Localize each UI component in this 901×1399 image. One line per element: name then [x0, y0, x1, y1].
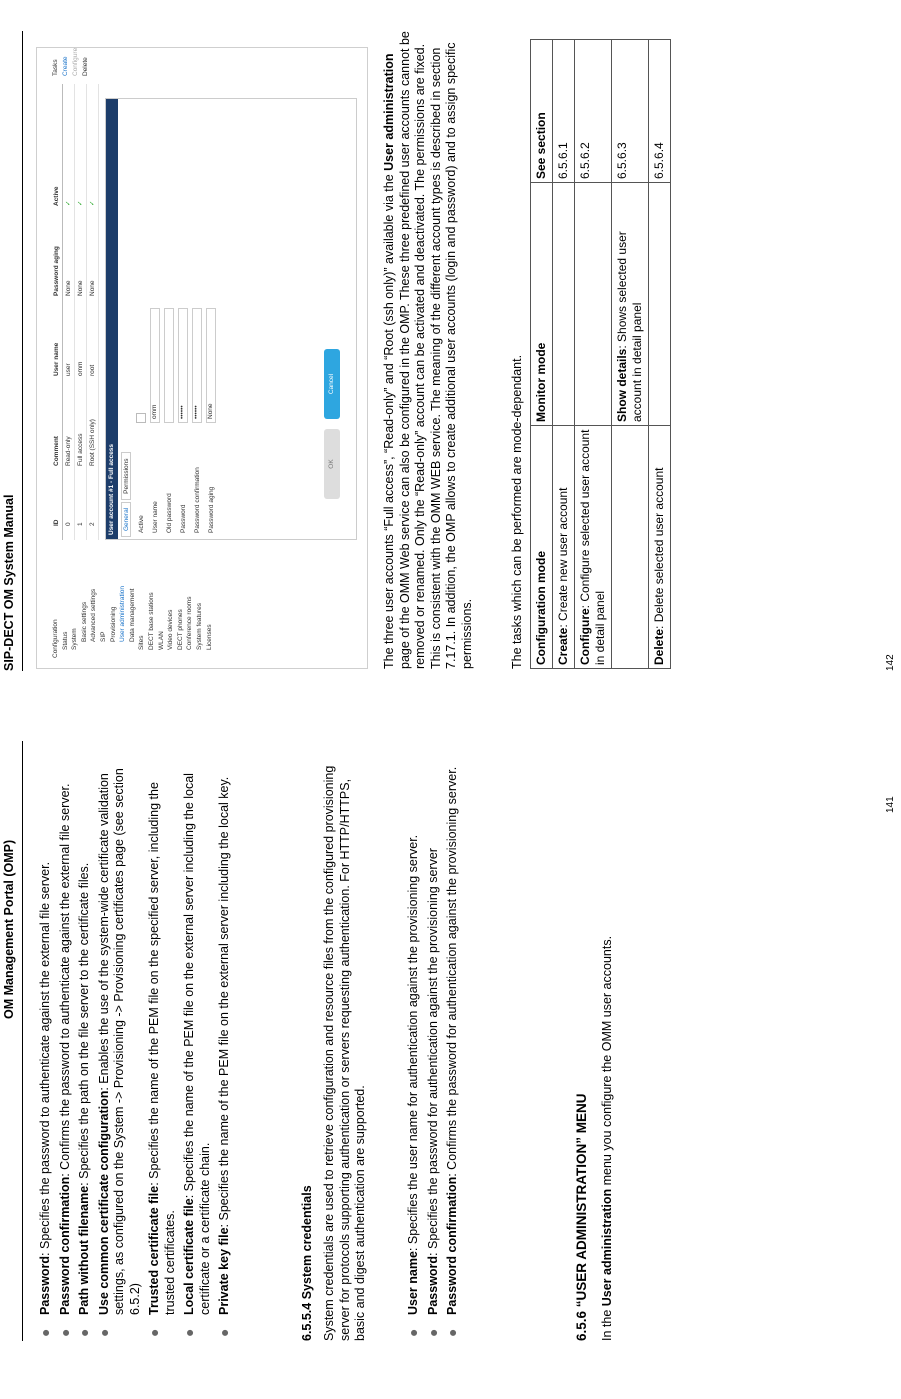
- field-input[interactable]: ••••••: [192, 308, 202, 423]
- bullet-text: : Specifies the name of the PEM file on the external server including the local key.: [217, 776, 231, 1228]
- bullet-icon: ●: [424, 1328, 441, 1337]
- bullet-icon: ●: [181, 1328, 197, 1337]
- nav-item[interactable]: Video devices: [167, 609, 175, 650]
- bullet-icon: ●: [405, 1328, 421, 1337]
- table-cell: Show details: Shows selected user account in detail panel: [612, 183, 649, 426]
- list-item: [406, 751, 422, 1341]
- table-cell: Read-only: [65, 436, 72, 466]
- table-cell: 1: [77, 522, 84, 526]
- form-row: [162, 99, 176, 539]
- bullet-list-credentials: [406, 751, 465, 1341]
- ok-button[interactable]: OK: [324, 429, 340, 499]
- column-header[interactable]: Active: [53, 186, 60, 206]
- omp-user-admin-screenshot: [36, 47, 368, 669]
- nav-item[interactable]: User administration: [119, 586, 127, 642]
- table-header-cell: Configuration mode: [531, 426, 553, 669]
- table-cell: 6.5.6.1: [553, 40, 575, 183]
- bullet-text: : Specifies the name of the PEM file on the external server including the local certificate or a certificate chain.: [182, 773, 212, 1315]
- table-cell: root: [89, 364, 96, 376]
- list-item: [217, 751, 233, 1341]
- task-panel: [51, 48, 91, 76]
- bullet-term: Password confirmation: [57, 1176, 72, 1315]
- table-cell: ✓: [65, 200, 72, 206]
- bullet-icon: ●: [444, 1328, 460, 1337]
- nav-item[interactable]: Provisioning: [109, 606, 117, 642]
- user-accounts-table: [51, 84, 99, 540]
- list-item: [58, 751, 74, 1341]
- table-cell: [553, 183, 575, 426]
- table-row: [649, 40, 671, 669]
- left-page: [0, 700, 901, 1399]
- list-item: [38, 751, 54, 1341]
- table-row: [575, 40, 612, 669]
- table-cell: 2: [89, 522, 96, 526]
- dialog-fields: [134, 99, 218, 539]
- nav-item[interactable]: Sites: [138, 635, 146, 650]
- nav-item[interactable]: Status: [61, 631, 69, 650]
- bullet-term: Password: [38, 1255, 52, 1315]
- nav-item[interactable]: Data management: [128, 588, 136, 642]
- table-cell: ✓: [77, 200, 84, 206]
- navigation-tree: [51, 548, 214, 658]
- page-header: SIP-DECT OM System Manual: [2, 494, 16, 671]
- bullet-term: Use common certificate configuration: [96, 1090, 111, 1315]
- bullet-term: Local certificate file: [182, 1198, 196, 1315]
- header-rule: [22, 741, 23, 1341]
- table-cell: Configure: Configure selected user account in detail panel: [575, 426, 612, 669]
- tasks-label: Tasks: [52, 59, 59, 76]
- nav-item[interactable]: Configuration: [52, 619, 59, 658]
- nav-item[interactable]: Conference rooms: [186, 596, 194, 650]
- column-header[interactable]: User name: [53, 342, 60, 376]
- bullet-term: Password: [425, 1255, 440, 1315]
- user-account-dialog: [105, 98, 357, 540]
- nav-item[interactable]: Advanced settings: [90, 588, 98, 642]
- table-cell: Full access: [77, 433, 84, 466]
- bullet-term: Private key file: [217, 1227, 231, 1315]
- bullet-text: : Confirms the password to authenticate against the external file server.: [57, 783, 72, 1177]
- list-item: [97, 751, 144, 1341]
- bullet-icon: ●: [76, 1328, 92, 1337]
- right-page: [0, 0, 901, 699]
- bullet-text: : Specifies the password for authentication against the provisioning server: [425, 848, 440, 1256]
- table-row[interactable]: [87, 84, 99, 540]
- form-row: [190, 99, 204, 539]
- menu-heading: 6.5.6 “USER ADMINISTRATION” MENU: [574, 1093, 589, 1341]
- header-rule: [22, 31, 23, 671]
- table-cell: None: [65, 280, 72, 296]
- table-cell: 0: [65, 522, 72, 526]
- menu-intro: In the User administration menu you configure the OMM user accounts.: [600, 935, 614, 1341]
- list-item: [445, 751, 461, 1341]
- cancel-button[interactable]: Cancel: [324, 349, 340, 419]
- bullet-term: User name: [406, 1251, 420, 1315]
- bullet-icon: ●: [37, 1328, 53, 1337]
- nav-item[interactable]: DECT base stations: [147, 592, 155, 650]
- table-cell: 6.5.6.3: [612, 40, 649, 183]
- bullet-term: Path without filename: [77, 1185, 91, 1315]
- field-input[interactable]: [164, 308, 174, 423]
- active-checkbox[interactable]: [136, 413, 146, 423]
- section-title: 6.5.5.4 System credentials: [300, 1185, 314, 1341]
- bullet-term: Password confirmation: [445, 1176, 459, 1315]
- table-cell: Root (SSH only): [89, 419, 96, 466]
- bullet-list-top: [38, 751, 237, 1341]
- bullet-icon: ●: [56, 1328, 73, 1337]
- table-cell: user: [65, 363, 72, 376]
- table-cell: [575, 183, 612, 426]
- bullet-icon: ●: [146, 1328, 162, 1337]
- task-link[interactable]: Create: [62, 56, 69, 76]
- table-header-cell: Monitor mode: [531, 183, 553, 426]
- form-row: [204, 99, 218, 539]
- field-label: Active: [137, 515, 145, 533]
- list-item: [182, 751, 213, 1341]
- table-cell: None: [77, 280, 84, 296]
- bullet-text: : Specifies the user name for authentication against the provisioning server.: [406, 834, 420, 1252]
- bullet-text: : Confirms the password for authentication against the provisioning server.: [445, 766, 459, 1177]
- page-number: 142: [885, 654, 896, 671]
- table-row: [553, 40, 575, 669]
- field-input[interactable]: omm: [150, 308, 160, 423]
- table-row[interactable]: [75, 84, 87, 540]
- list-item: [147, 751, 178, 1341]
- column-header[interactable]: ID: [53, 519, 60, 526]
- table-row[interactable]: [63, 84, 75, 540]
- table-cell: [612, 426, 649, 669]
- field-label: Password aging: [207, 486, 215, 533]
- field-input[interactable]: None: [206, 308, 216, 423]
- table-cell: Delete: Delete selected user account: [649, 426, 671, 669]
- dialog-tabs: [121, 101, 131, 537]
- field-label: Password confirmation: [193, 467, 201, 533]
- form-row: [148, 99, 162, 539]
- table-cell: omm: [77, 361, 84, 376]
- task-link[interactable]: Configure: [72, 47, 79, 76]
- bullet-text: : Specifies the password to authenticate against the external file server.: [38, 861, 52, 1256]
- form-row: [134, 99, 148, 539]
- task-link[interactable]: Delete: [82, 57, 89, 76]
- nav-item[interactable]: System: [71, 628, 79, 650]
- bullet-icon: ●: [216, 1328, 232, 1337]
- bullet-icon: ●: [95, 1328, 112, 1337]
- bullet-text: : Specifies the name of the PEM file on the specified server, including the trusted certificates.: [147, 782, 177, 1315]
- section-text: System credentials are used to retrieve configuration and resource files from the configured provisioning server for protocols supporting authentication or servers requesting authentication. For HTTP/HTTPS, basic and digest authentication are supported.: [322, 765, 367, 1341]
- form-row: [176, 99, 190, 539]
- user-accounts-paragraph: The three user accounts “Full access”, “Read-only” and “Root (ssh only)” available via the User administration page of the OMM Web service can also be configured in the OMP. These three predefined user accounts cannot be removed or renamed. Only the “Read-only” account can be activated and deactivated. The permissions are fixed. This is consistent with the OMM WEB service. The meaning of the different account types is described in section 7.17.1. In addition, the OMP allows to create additional user accounts (login and password) and to assign specific permissions.: [382, 31, 474, 669]
- dialog-title: User account #1 - Full access: [106, 99, 118, 539]
- field-label: Password: [179, 504, 187, 533]
- field-label: User name: [151, 501, 159, 533]
- nav-item[interactable]: SIP: [99, 631, 107, 642]
- tab[interactable]: General: [121, 502, 131, 537]
- table-cell: ✓: [89, 200, 96, 206]
- table-header-cell: See section: [531, 40, 553, 183]
- list-item: [426, 751, 442, 1341]
- bullet-text: : Enables the use of the system-wide certificate validation settings, as configured on the System -> Provisioning -> Provisioning certificates page (see section 6.5.2): [96, 768, 142, 1315]
- table-cell: 6.5.6.4: [649, 40, 671, 183]
- column-header[interactable]: Comment: [53, 436, 60, 466]
- table-cell: None: [89, 280, 96, 296]
- page-header: OM Management Portal (OMP): [2, 839, 16, 1019]
- nav-item[interactable]: WLAN: [157, 631, 165, 650]
- bullet-text: : Specifies the path on the file server to the certificate files.: [77, 862, 91, 1186]
- nav-item[interactable]: Licenses: [205, 624, 213, 650]
- table-header: [51, 84, 63, 540]
- field-input[interactable]: ••••••: [178, 308, 188, 423]
- page-number: 141: [885, 796, 896, 813]
- table-row: [612, 40, 649, 669]
- nav-item[interactable]: System features: [195, 603, 203, 650]
- task-mode-table: [530, 39, 671, 669]
- field-label: Old password: [165, 493, 173, 533]
- table-cell: [649, 183, 671, 426]
- table-cell: 6.5.6.2: [575, 40, 612, 183]
- nav-item[interactable]: Basic settings: [80, 601, 88, 642]
- mode-paragraph: The tasks which can be performed are mode-dependant.: [510, 354, 524, 669]
- nav-item[interactable]: DECT phones: [176, 609, 184, 650]
- table-cell: Create: Create new user account: [553, 426, 575, 669]
- bullet-term: Trusted certificate file: [147, 1185, 161, 1315]
- tab[interactable]: Permissions: [121, 452, 131, 499]
- column-header[interactable]: Password aging: [53, 246, 60, 296]
- list-item: [77, 751, 93, 1341]
